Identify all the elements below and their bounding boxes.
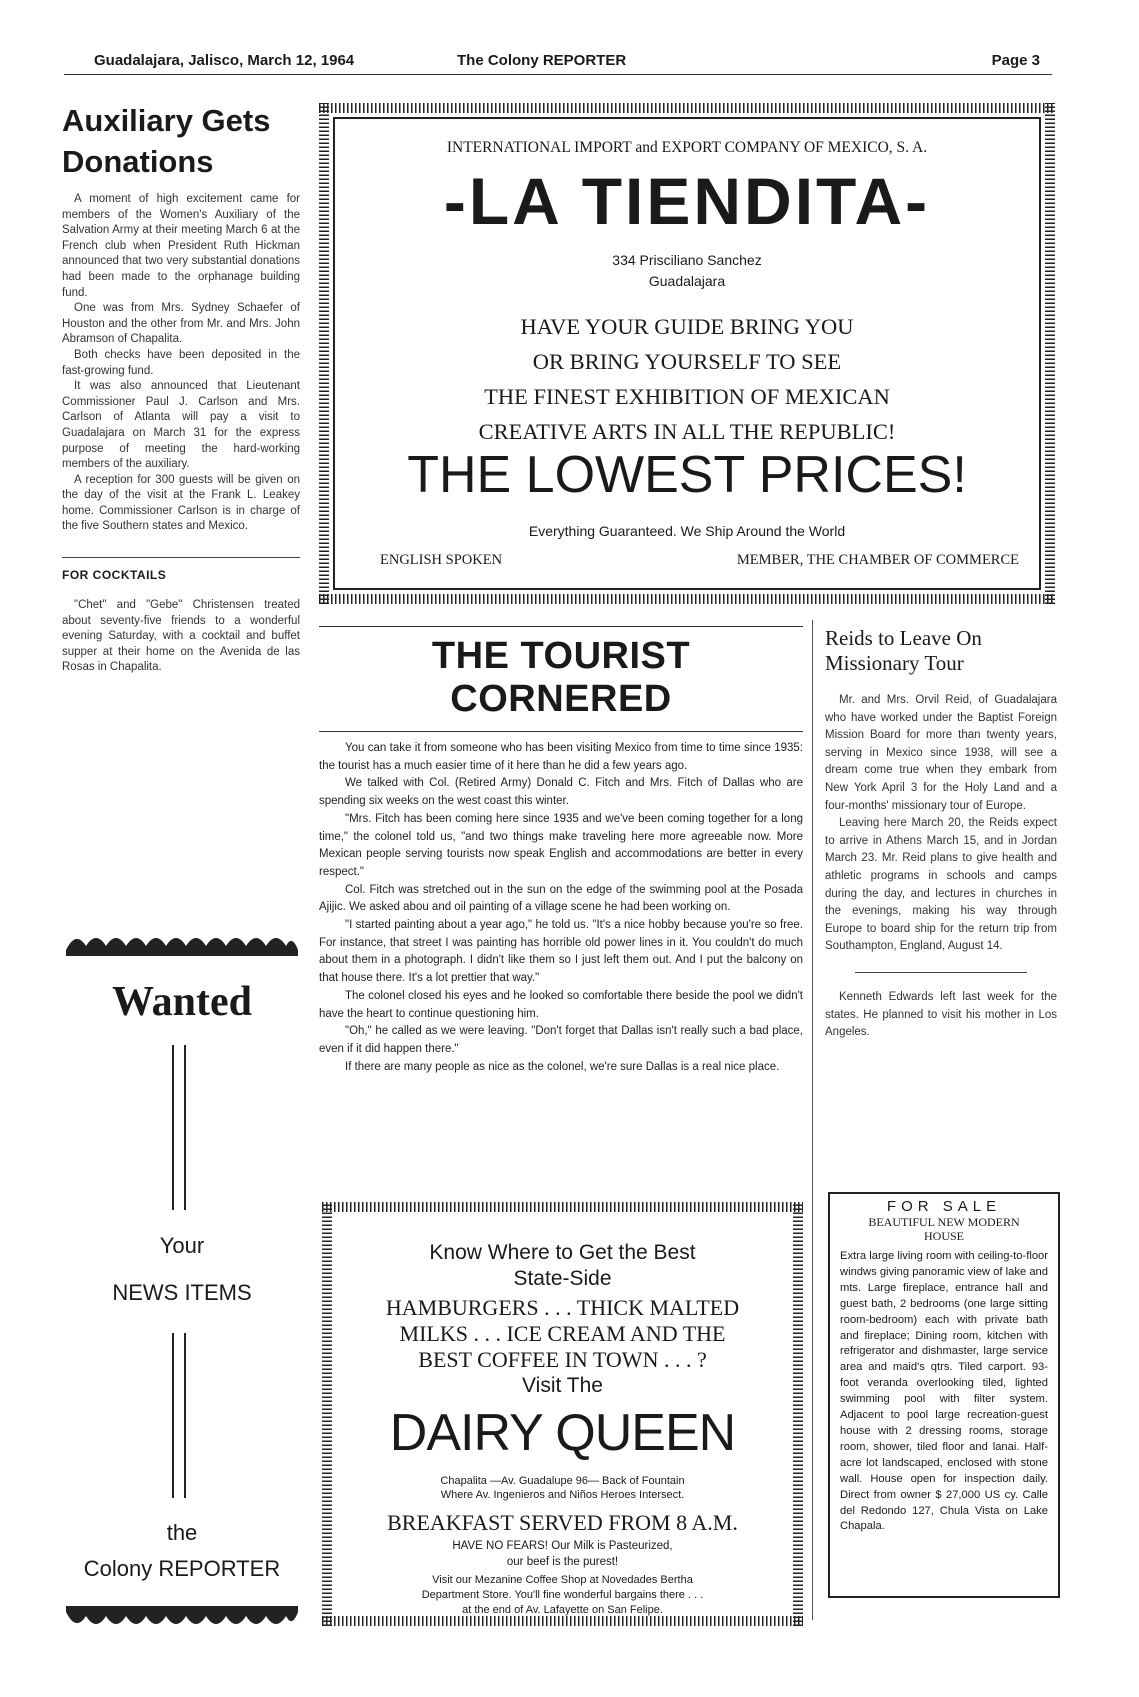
tourist-article (319, 626, 803, 1076)
dq-line: HAVE NO FEARS! Our Milk is Pasteurized, (452, 1540, 673, 1552)
article-paragraph: We talked with Col. (Retired Army) Donald C. Fitch and Mrs. Fitch of Dallas who are spending six weeks on the west coast this winter. (319, 777, 803, 808)
dairy-queen-name: DAIRY QUEEN (389, 1404, 736, 1462)
article-paragraph: The colonel closed his eyes and he looked so comfortable there beside the pool we didn't have the heart to continue questioning him. (319, 989, 803, 1020)
auxiliary-headline: Auxiliary Gets Donations (62, 103, 271, 179)
dq-line: MILKS . . . ICE CREAM AND THE (399, 1321, 726, 1346)
store-city: Guadalajara (648, 273, 726, 289)
ad-inner (333, 117, 1041, 590)
ad-inner (334, 1214, 791, 1614)
article-paragraph: "Chet" and "Gebe" Christensen treated about seventy-five friends to a wonderful evening Saturday, with a cocktail and buffet supper at their home on the Avenida de las Rosas in Chapalita. (62, 599, 300, 674)
company-name: INTERNATIONAL IMPORT and EXPORT COMPANY OF MEXICO, S. A. (446, 139, 928, 156)
article-paragraph: "I started painting about a year ago," he told us. "It's a nice hobby because you're so free. For instance, that street I was painting has horrible old power lines in it. You couldn't do much about them in a photograph. I didn't like them so I just left them out. And I put the balcony on that house there. It's a lot prettier that way." (319, 919, 803, 985)
store-address: 334 Prisciliano Sanchez (612, 252, 762, 268)
article-paragraph: A moment of high excitement came for members of the Women's Auxiliary of the Salvation Army at their meeting March 6 at the French club when President Ruth Hickman announced that two very substantial donations had been made to the orphanage building fund. (62, 193, 300, 299)
reids-body (825, 692, 1057, 956)
ad-border (1045, 103, 1055, 604)
english-spoken: ENGLISH SPOKEN (380, 552, 503, 568)
pitch-line: OR BRING YOURSELF TO SEE (532, 349, 842, 374)
tourist-body (319, 740, 803, 1076)
article-paragraph: If there are many people as nice as the colonel, we're sure Dallas is a real nice place. (345, 1060, 780, 1073)
wanted-line-paper: Colony REPORTER (83, 1556, 281, 1581)
dq-line: Know Where to Get the Best (429, 1241, 696, 1264)
dairy-queen-ad (322, 1202, 803, 1626)
guarantee-line: Everything Guaranteed. We Ship Around the World (528, 523, 846, 539)
article-paragraph: "Mrs. Fitch has been coming here since 1935 and we've been coming together for a long time," the colonel told us, "and two things make traveling here more agreeable now. More Mexican people serving tourists now speak English and accommodations are better in every respect." (319, 812, 803, 878)
article-paragraph: You can take it from someone who has been visiting Mexico from time to time since 1935: the tourist has a much easier time of it here than he did a few years ago. (319, 742, 803, 772)
scallop-border-top (66, 928, 298, 956)
article-paragraph: It was also announced that Lieutenant Commissioner Paul J. Carlson and Mrs. Carlson of Atlanta will pay a visit to Guadalajara on March 31 for the express purpose of meeting the hard-working members of the auxiliary. (62, 380, 300, 471)
wanted-line-the: the (166, 1520, 198, 1545)
dq-address: Where Av. Ingenieros and Niños Heroes Intersect. (440, 1489, 685, 1501)
decorative-bar (172, 1045, 186, 1210)
chamber-member: MEMBER, THE CHAMBER OF COMMERCE (736, 552, 1019, 568)
ad-pitch (335, 309, 1039, 449)
reids-article (825, 626, 1057, 1042)
wanted-line-your: Your (159, 1233, 205, 1258)
article-paragraph: Mr. and Mrs. Orvil Reid, of Guadalajara who have worked under the Baptist Foreign Mission Board for more than twenty years, serving in Mexico since 1938, will see a dream come true when they embark from New York April 3 for the Holy Land and a four-months' missionary tour of Europe. (825, 694, 1057, 812)
pitch-line: HAVE YOUR GUIDE BRING YOU (520, 314, 854, 339)
for-sale-ad (828, 1192, 1060, 1598)
cocktails-article (62, 598, 300, 676)
article-paragraph: One was from Mrs. Sydney Schaefer of Houston and the other from Mr. and Mrs. John Abramson of Chapalita. (62, 302, 300, 346)
column-rule (855, 972, 1027, 973)
dq-line: Visit The (522, 1374, 603, 1397)
la-tiendita-ad (319, 103, 1055, 604)
wanted-title: Wanted (111, 979, 253, 1025)
dq-line: State-Side (513, 1267, 612, 1290)
ad-border (319, 103, 1055, 113)
column-rule (62, 557, 300, 558)
for-sale-text: Extra large living room with ceiling-to-floor windws giving panoramic view of lake and mts. Large fireplace, entrance hall and guest bath, 2 bedrooms (one large sitting room-bedroom) each with private bath and fireplace; Dining room, kitchen with refrigerator and dishmaster, large service area and maid's qtrs. Tiled carport. 93-foot veranda overlooking tiled, lighted swimming pool with filter system. Adjacent to pool large recreation-guest house with 2 dressing rooms, storage room, shower, tiled floor and lanai. Half-acre lot landscaped, enclosed with stone wall. House open for inspection daily. Direct from owner $ 27,000 US cy. Calle del Redondo 127, Chula Vista on Lake Chapala. (840, 1250, 1048, 1533)
page-header (64, 48, 1052, 75)
article-paragraph: "Oh," he called as we were leaving. "Don't forget that Dallas isn't really such a bad place, even if it did happen there." (319, 1025, 803, 1055)
ad-border (319, 594, 1055, 604)
paper-name: The Colony REPORTER (457, 52, 627, 69)
left-column (62, 100, 300, 676)
dq-line: our beef is the purest! (506, 1556, 619, 1568)
dq-address: Chapalita —Av. Guadalupe 96— Back of Fountain (440, 1475, 685, 1487)
for-sale-subtitle: HOUSE (923, 1229, 964, 1243)
article-paragraph: A reception for 300 guests will be given on the day of the visit at the Frank L. Leakey home. Commissioner Carlson is in charge of the five Southern states and Mexico. (62, 473, 300, 533)
column-divider (812, 620, 813, 1620)
scallop-border-bottom (66, 1606, 298, 1634)
ad-border (322, 1202, 803, 1212)
decorative-bar (172, 1333, 186, 1498)
store-name: -LA TIENDITA- (443, 164, 931, 238)
dq-line: at the end of Av. Lafayette on San Felipe. (462, 1604, 663, 1616)
reids-headline: Reids to Leave On Missionary Tour (825, 626, 982, 675)
edwards-brief (825, 989, 1057, 1042)
ad-border (319, 103, 329, 604)
dq-line: BEST COFFEE IN TOWN . . . ? (418, 1347, 707, 1372)
for-sale-subtitle: BEAUTIFUL NEW MODERN (868, 1215, 1020, 1229)
article-paragraph: Col. Fitch was stretched out in the sun on the edge of the swimming pool at the Posada Ajijic. We asked abou and oil painting of a village scene he had been working on. (319, 883, 803, 914)
auxiliary-article (62, 192, 300, 535)
dq-breakfast: BREAKFAST SERVED FROM 8 A.M. (387, 1510, 738, 1535)
dq-line: Visit our Mezanine Coffee Shop at Novedades Bertha (432, 1574, 693, 1586)
dq-line: HAMBURGERS . . . THICK MALTED (385, 1295, 740, 1320)
wanted-line-news: NEWS ITEMS (112, 1280, 252, 1305)
article-paragraph: Leaving here March 20, the Reids expect to arrive in Athens March 15, and in Jordan March 23. Mr. Reid plans to give health and athletic programs in schools and camps during the day, and lectures in churches in the evenings, making his way through Europe to board ship for the return trip from Southampton, England, August 14. (825, 817, 1057, 953)
page-number: Page 3 (991, 52, 1040, 69)
dq-line: Department Store. You'll fine wonderful bargains there . . . (421, 1589, 704, 1601)
lowest-prices: THE LOWEST PRICES! (407, 446, 967, 504)
tourist-headline: THE TOURIST CORNERED (319, 626, 803, 732)
ad-border (322, 1202, 332, 1626)
for-sale-title: FOR SALE (886, 1198, 1002, 1215)
article-paragraph: Both checks have been deposited in the fast-growing fund. (62, 348, 300, 377)
article-paragraph: Kenneth Edwards left last week for the states. He planned to visit his mother in Los Angeles. (825, 990, 1057, 1039)
ad-border (322, 1616, 803, 1626)
cocktails-heading: FOR COCKTAILS (62, 568, 167, 583)
pitch-line: CREATIVE ARTS IN ALL THE REPUBLIC! (478, 419, 896, 444)
ad-border (793, 1202, 803, 1626)
dateline: Guadalajara, Jalisco, March 12, 1964 (94, 52, 355, 69)
pitch-line: THE FINEST EXHIBITION OF MEXICAN (484, 384, 890, 409)
